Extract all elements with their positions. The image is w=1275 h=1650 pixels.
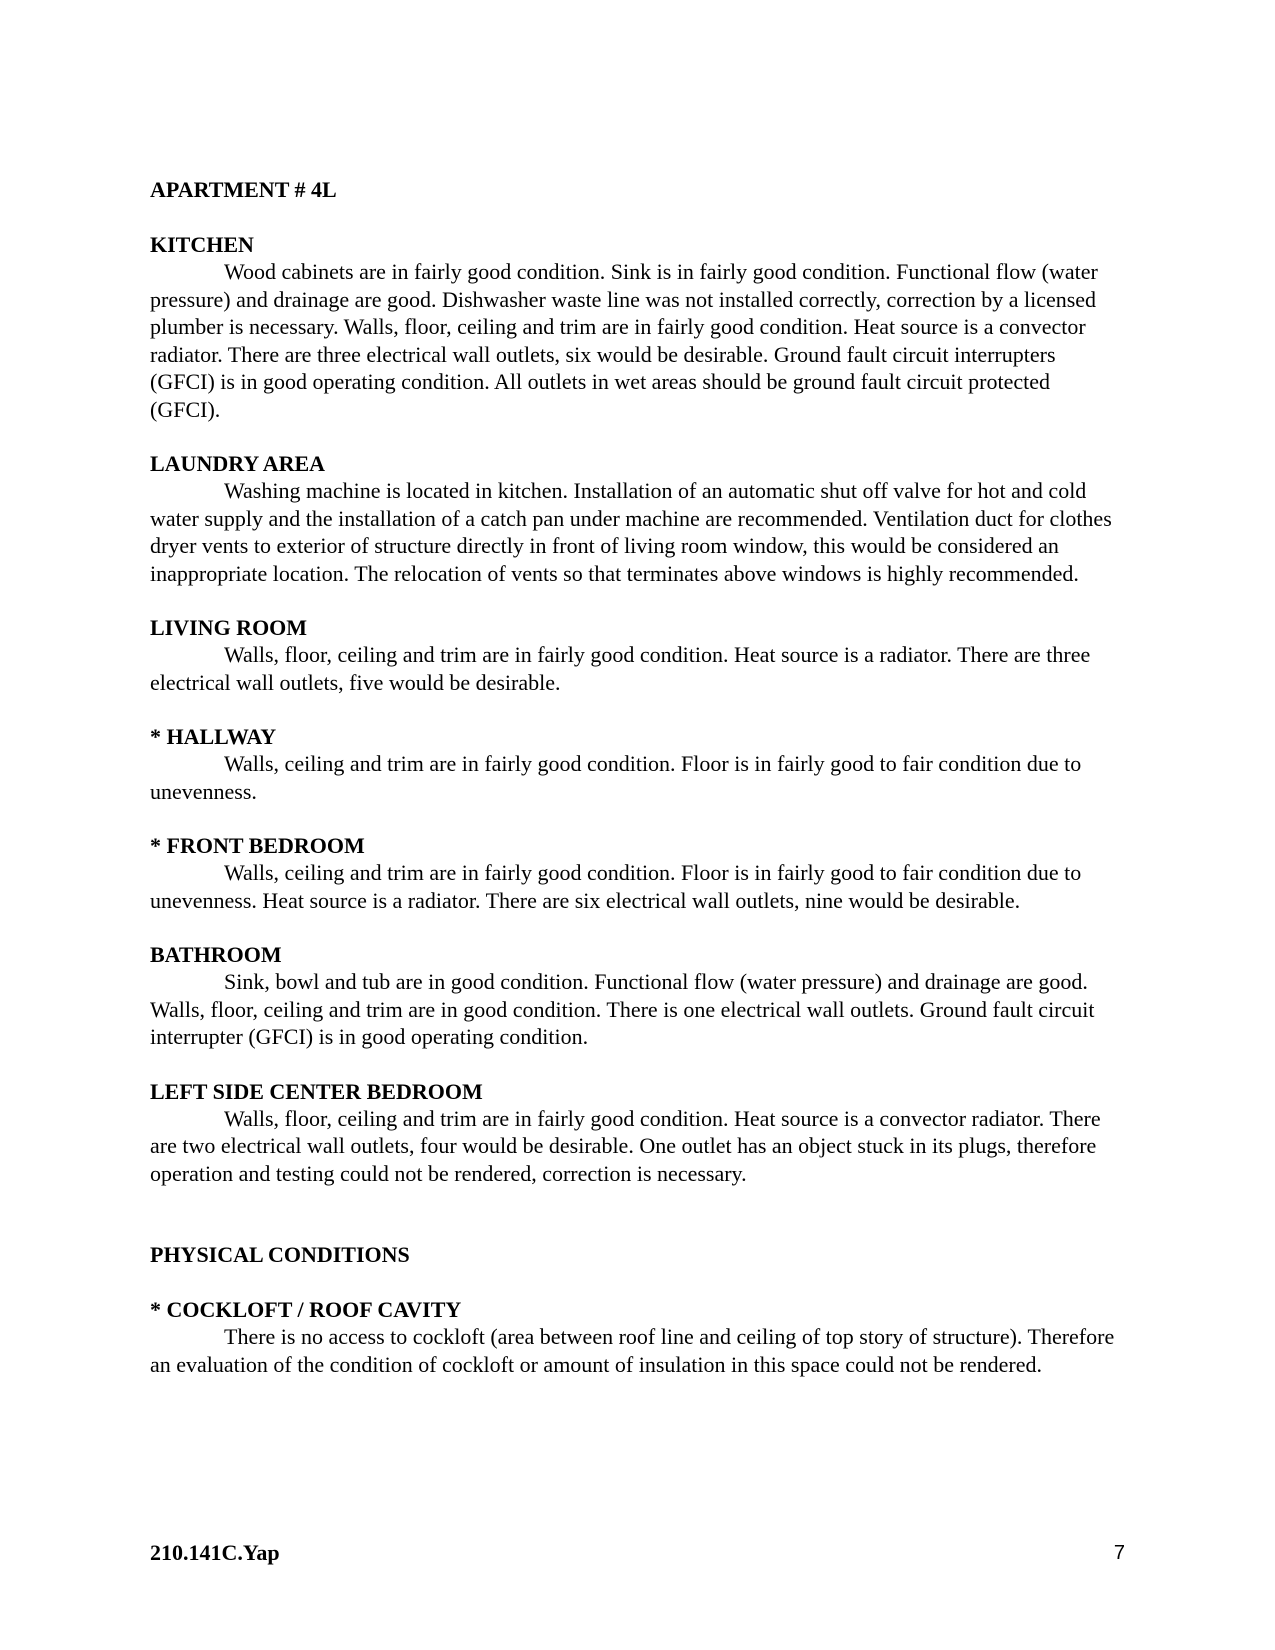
section-body: Walls, floor, ceiling and trim are in fairly good condition. Heat source is a radiator. There are three electrical wall outlets, five would be desirable.	[150, 642, 1091, 695]
section-bathroom	[150, 941, 1125, 1051]
section-body: Walls, ceiling and trim are in fairly good condition. Floor is in fairly good to fair condition due to unevenness. Heat source is a radiator. There are six electrical wall outlets, nine would be desirable.	[150, 860, 1082, 913]
section-heading: BATHROOM	[150, 942, 282, 967]
section-front-bedroom	[150, 832, 1125, 914]
section-body: Washing machine is located in kitchen. Installation of an automatic shut off valve for hot and cold water supply and the installation of a catch pan under machine are recommended. Ventilation duct for clothes dryer vents to exterior of structure directly in front of living room window, this would be considered an inappropriate location. The relocation of vents so that terminates above windows is highly recommended.	[150, 478, 1112, 586]
footer-page-number: 7	[1113, 1542, 1125, 1564]
section-hallway	[150, 723, 1125, 805]
physical-conditions-heading: PHYSICAL CONDITIONS	[150, 1242, 410, 1267]
section-heading: LIVING ROOM	[150, 615, 308, 640]
section-heading: * COCKLOFT / ROOF CAVITY	[150, 1297, 462, 1322]
section-body: Walls, ceiling and trim are in fairly good condition. Floor is in fairly good to fair condition due to unevenness.	[150, 751, 1082, 804]
section-cockloft-roof-cavity	[150, 1296, 1125, 1378]
section-heading: LEFT SIDE CENTER BEDROOM	[150, 1078, 483, 1104]
section-body: There is no access to cockloft (area between roof line and ceiling of top story of structure). Therefore an evaluation of the condition of cockloft or amount of insulation in this space could not be rendered.	[150, 1324, 1115, 1377]
section-body: Wood cabinets are in fairly good condition. Sink is in fairly good condition. Functional flow (water pressure) and drainage are good. Dishwasher waste line was not installed correctly, correction by a licensed plumber is necessary. Walls, floor, ceiling and trim are in fairly good condition. Heat source is a convector radiator. There are three electrical wall outlets, six would be desirable. Ground fault circuit interrupters (GFCI) is in good operating condition. All outlets in wet areas should be ground fault circuit protected (GFCI).	[150, 259, 1098, 422]
apartment-title: APARTMENT # 4L	[150, 177, 337, 202]
section-heading: KITCHEN	[150, 232, 254, 257]
footer-document-id: 210.141C.Yap	[150, 1540, 280, 1565]
section-left-side-center-bedroom	[150, 1078, 1125, 1188]
section-heading: LAUNDRY AREA	[150, 451, 326, 476]
section-kitchen	[150, 231, 1125, 423]
section-laundry-area	[150, 450, 1125, 587]
section-body: Walls, floor, ceiling and trim are in fairly good condition. Heat source is a convector radiator. There are two electrical wall outlets, four would be desirable. One outlet has an object stuck in its plugs, therefore operation and testing could not be rendered, correction is necessary.	[150, 1105, 1101, 1186]
report-page	[150, 176, 1125, 1405]
section-body: Sink, bowl and tub are in good condition. Functional flow (water pressure) and drainage are good. Walls, floor, ceiling and trim are in good condition. There is one electrical wall outlets. Ground fault circuit interrupter (GFCI) is in good operating condition.	[150, 969, 1095, 1049]
section-living-room	[150, 614, 1125, 696]
section-heading: * FRONT BEDROOM	[150, 833, 365, 858]
section-heading: * HALLWAY	[150, 724, 277, 749]
